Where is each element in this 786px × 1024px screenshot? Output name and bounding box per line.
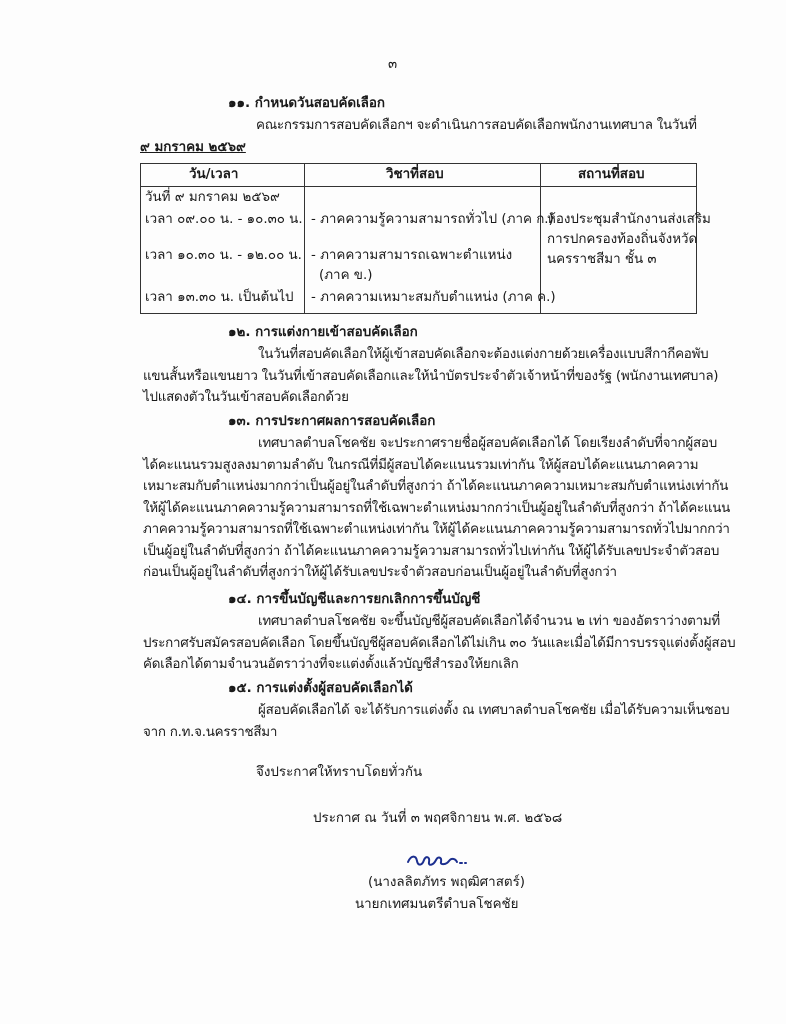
subject-part-c: - ภาคความเหมาะสมกับตำแหน่ง (ภาค ค.) — [311, 290, 556, 305]
subject-part-a: - ภาคความรู้ความสามารถทั่วไป (ภาค ก.) — [311, 212, 554, 227]
closing-statement: จึงประกาศให้ทราบโดยทั่วกัน — [256, 765, 423, 780]
section-11-heading: ๑๑. กำหนดวันสอบคัดเลือก — [228, 96, 386, 111]
header-venue: สถานที่สอบ — [578, 167, 645, 182]
section-13-body — [143, 436, 731, 587]
paragraph-line: ประกาศรับสมัครสอบคัดเลือก โดยขึ้นบัญชีผู้สอบคัดเลือกได้ไม่เกิน ๓๐ วันและเมื่อได้มีการบรรจุแต่งตั้งผู้สอบ — [143, 635, 736, 651]
page-number: ๓ — [388, 57, 398, 72]
signer-name: (นางลลิตภัทร พฤฒิศาสตร์) — [368, 875, 525, 890]
exam-schedule-table — [140, 163, 711, 314]
paragraph-line: แขนสั้นหรือแขนยาว ในวันที่เข้าสอบคัดเลือกและให้นำบัตรประจำตัวเจ้าหน้าที่ของรัฐ (พนักงานเทศบาล) — [143, 368, 719, 384]
section-15-heading: ๑๕. การแต่งตั้งผู้สอบคัดเลือกได้ — [228, 681, 413, 696]
paragraph-line: เทศบาลตำบลโชคชัย จะประกาศรายชื่อผู้สอบคัดเลือกได้ โดยเรียงลำดับที่จากผู้สอบ — [258, 436, 717, 451]
signer-title: นายกเทศมนตรีตำบลโชคชัย — [355, 897, 519, 912]
exam-date: ๙ มกราคม ๒๕๖๙ — [140, 140, 246, 155]
venue-line-2: การปกครองท้องถิ่นจังหวัด — [547, 232, 698, 247]
section-12-body — [143, 347, 719, 412]
paragraph-line: เทศบาลตำบลโชคชัย จะขึ้นบัญชีผู้สอบคัดเลือกได้จำนวน ๒ เท่า ของอัตราว่างตามที่ — [258, 614, 720, 629]
section-14-body — [143, 614, 736, 679]
paragraph-line: ในวันที่สอบคัดเลือกให้ผู้เข้าสอบคัดเลือกจะต้องแต่งกายด้วยเครื่องแบบสีกากีคอพับ — [258, 347, 709, 362]
time-slot-3: เวลา ๑๓.๓๐ น. เป็นต้นไป — [145, 290, 294, 305]
subject-part-b-label: (ภาค ข.) — [319, 268, 373, 283]
handwritten-signature — [405, 852, 469, 870]
paragraph-line: ให้ผู้ได้คะแนนภาคความรู้ความสามารถที่ใช้เฉพาะตำแหน่งมากกว่าเป็นผู้อยู่ในลำดับที่สูงกว่า ถ้าได้คะแนน — [143, 500, 731, 516]
paragraph-line: เหมาะสมกับตำแหน่งมากกว่าเป็นผู้อยู่ในลำดับที่สูงกว่า ถ้าได้คะแนนภาคความเหมาะสมกับตำแหน่งเท่ากัน — [143, 479, 729, 494]
header-subject: วิชาที่สอบ — [386, 167, 444, 182]
paragraph-line: จาก ก.ท.จ.นครราชสีมา — [143, 724, 278, 740]
section-12-heading: ๑๒. การแต่งกายเข้าสอบคัดเลือก — [228, 325, 418, 340]
subject-part-b: - ภาคความสามารถเฉพาะตำแหน่ง — [311, 248, 513, 263]
paragraph-line: เป็นผู้อยู่ในลำดับที่สูงกว่า ถ้าได้คะแนนภาคความรู้ความสามารถทั่วไปเท่ากัน ให้ผู้ได้รับเลขประจำตัวสอบ — [143, 543, 720, 559]
section-14-heading: ๑๔. การขึ้นบัญชีและการยกเลิกการขึ้นบัญชี — [228, 592, 481, 607]
section-13-heading: ๑๓. การประกาศผลการสอบคัดเลือก — [228, 414, 436, 429]
paragraph-line: คัดเลือกได้ตามจำนวนอัตราว่างที่จะแต่งตั้งแล้วบัญชีสำรองให้ยกเลิก — [143, 657, 519, 672]
announcement-date: ประกาศ ณ วันที่ ๓ พฤศจิกายน พ.ศ. ๒๕๖๘ — [313, 811, 563, 826]
paragraph-line: ก่อนเป็นผู้อยู่ในลำดับที่สูงกว่าให้ผู้ได้รับเลขประจำตัวสอบก่อนเป็นผู้อยู่ในลำดับที่สูงกว่า — [143, 565, 617, 580]
paragraph-line: ได้คะแนนรวมสูงลงมาตามลำดับ ในกรณีที่มีผู้สอบได้คะแนนรวมเท่ากัน ให้ผู้สอบได้คะแนนภาคความ — [143, 457, 699, 473]
time-slot-1: เวลา ๐๙.๐๐ น. - ๑๐.๓๐ น. — [145, 212, 303, 227]
paragraph-line: ภาคความรู้ความสามารถที่ใช้เฉพาะตำแหน่งเท่ากัน ให้ผู้ได้คะแนนภาคความรู้ความสามารถทั่วไปมากกว่า — [143, 522, 730, 537]
section-11-text: คณะกรรมการสอบคัดเลือกฯ จะดำเนินการสอบคัดเลือกพนักงานเทศบาล ในวันที่ — [256, 118, 697, 133]
paragraph-line: ผู้สอบคัดเลือกได้ จะได้รับการแต่งตั้ง ณ เทศบาลตำบลโชคชัย เมื่อได้รับความเห็นชอบ — [258, 703, 730, 718]
section-15-body — [143, 703, 730, 746]
paragraph-line: ไปแสดงตัวในวันเข้าสอบคัดเลือกด้วย — [143, 390, 349, 405]
venue-line-1: ห้องประชุมสำนักงานส่งเสริม — [547, 212, 711, 227]
exam-day: วันที่ ๙ มกราคม ๒๕๖๙ — [145, 190, 280, 205]
venue-line-3: นครราชสีมา ชั้น ๓ — [547, 252, 657, 267]
time-slot-2: เวลา ๑๐.๓๐ น. - ๑๒.๐๐ น. — [145, 248, 302, 263]
header-date-time: วัน/เวลา — [189, 167, 239, 182]
